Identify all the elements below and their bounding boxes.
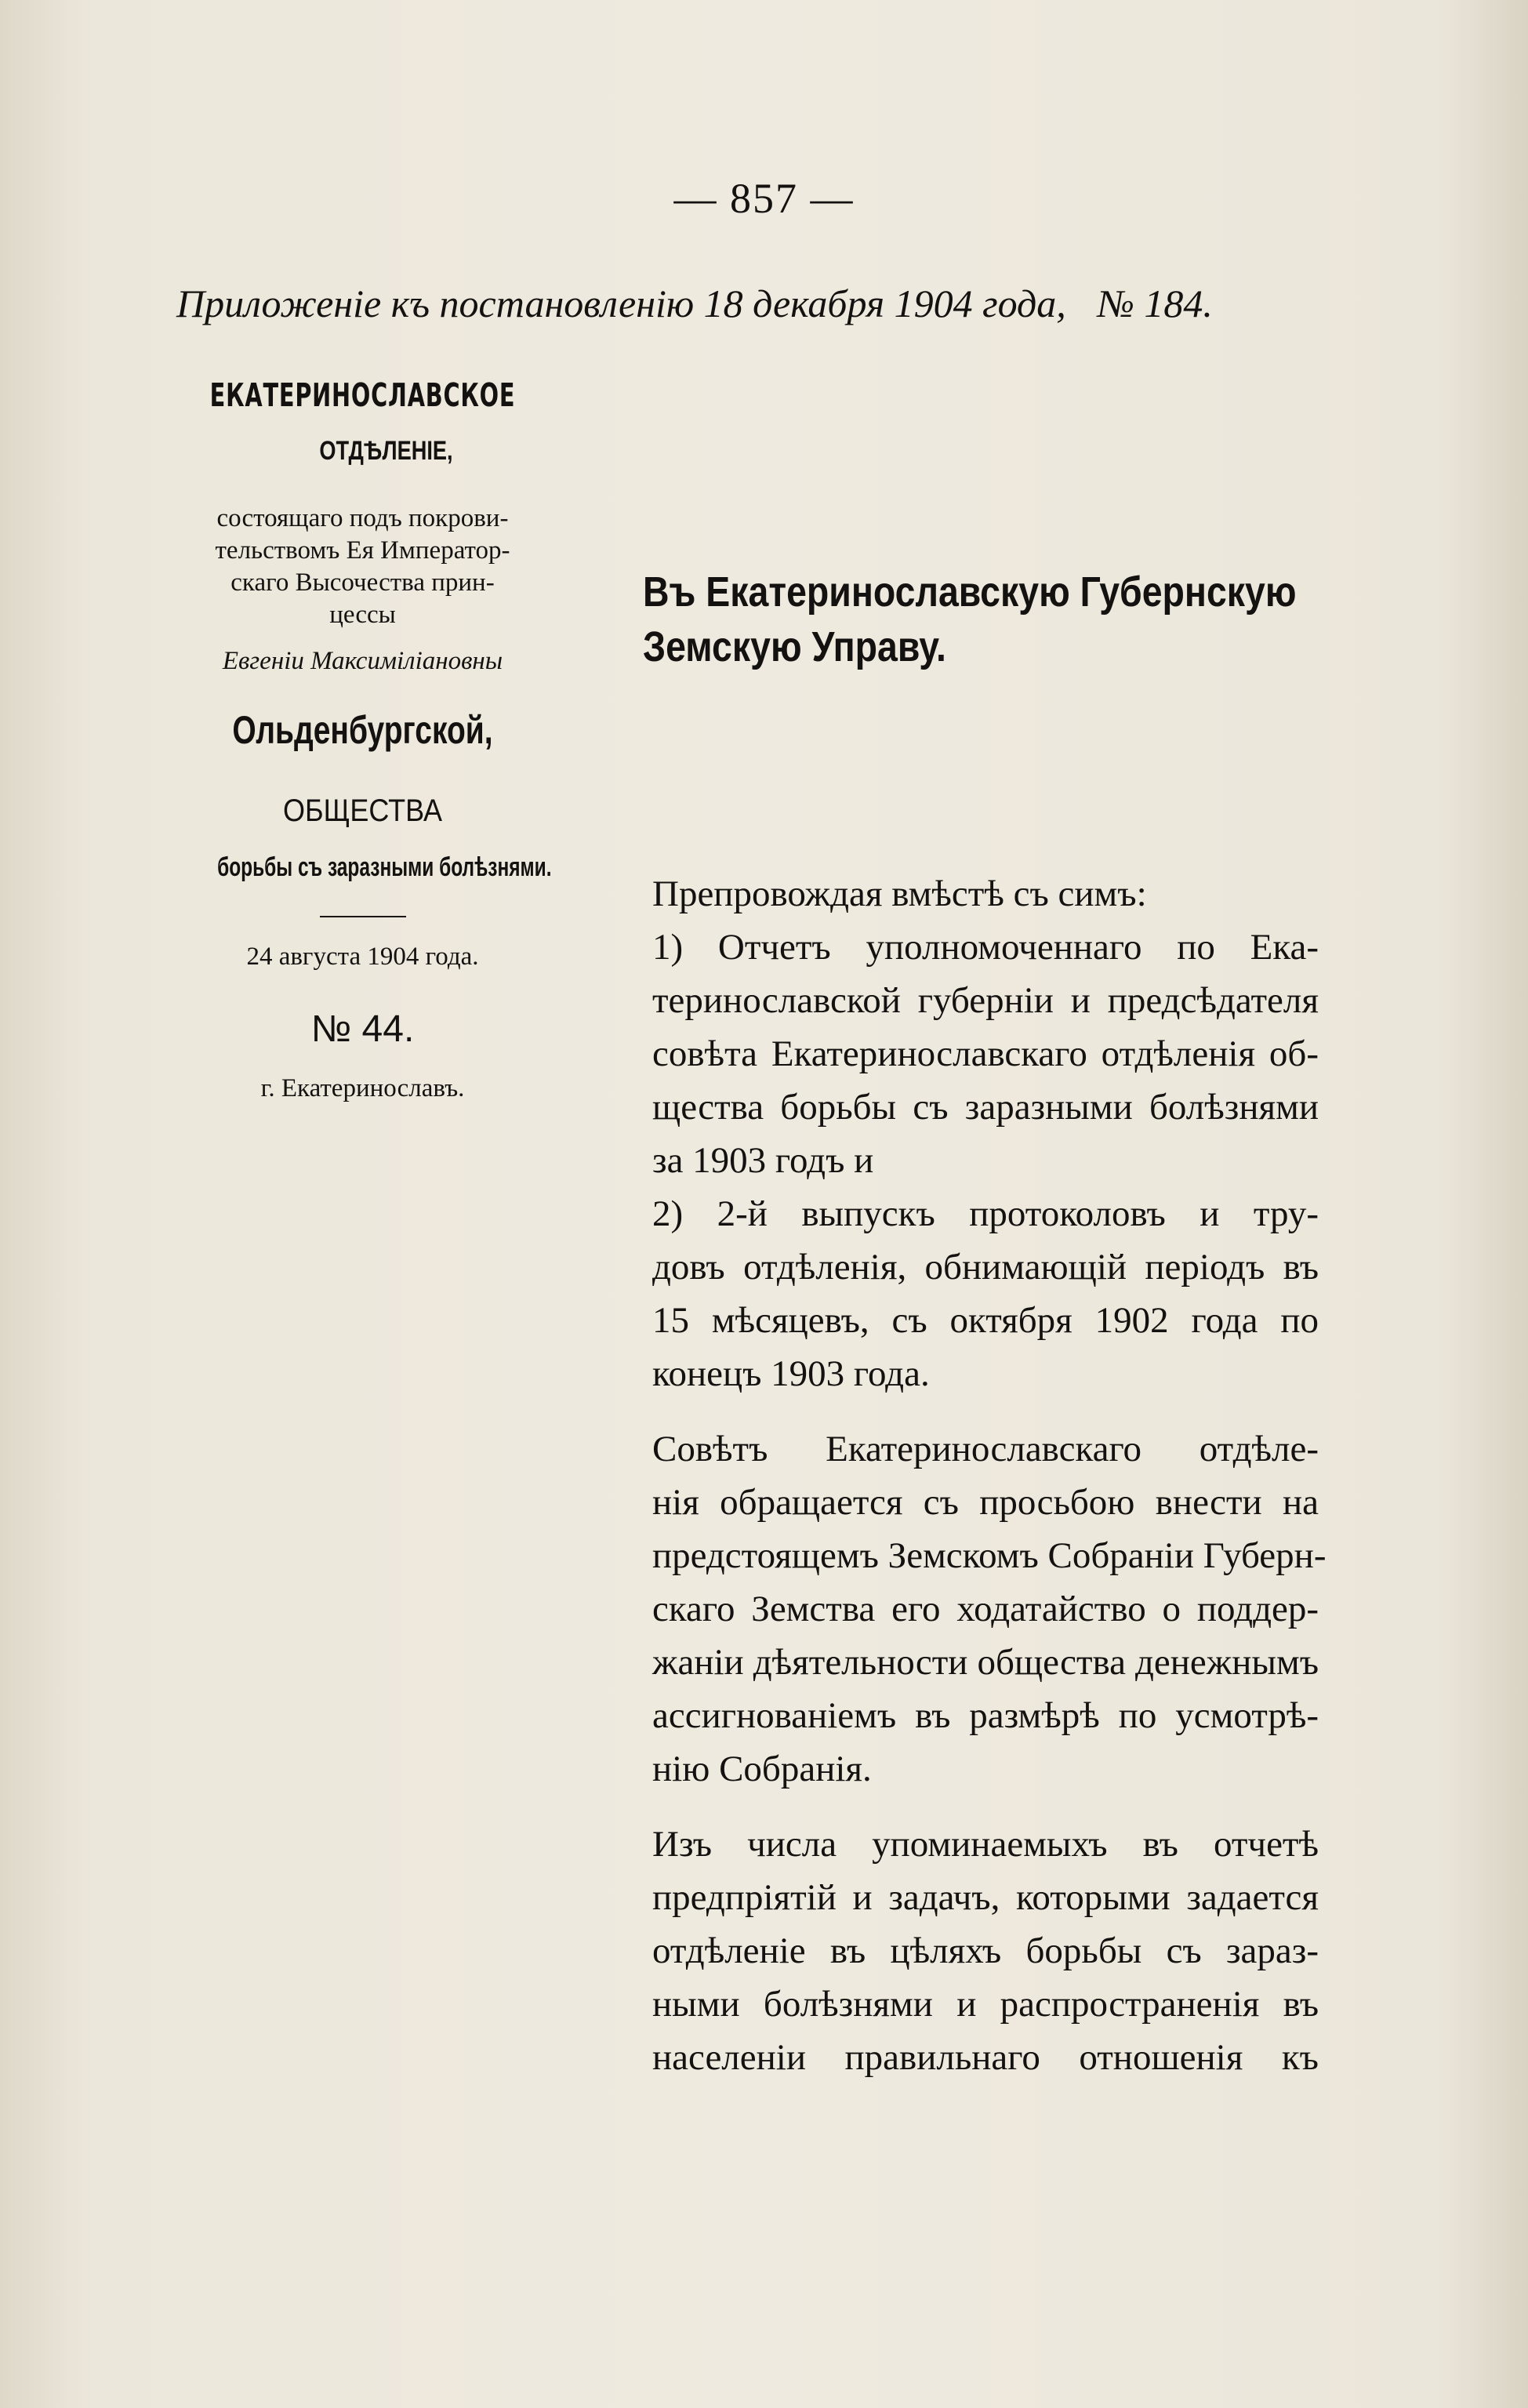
patron-surname: Ольденбургской, (232, 708, 493, 752)
body-line: теринославской губерніи и предсѣдателя (652, 980, 1319, 1021)
divider-rule (320, 916, 406, 917)
body-line: щества борьбы съ заразными болѣзнями (652, 1087, 1319, 1128)
appendix-text: Приложеніе къ постановленію 18 декабря 1904 года, (176, 281, 1066, 325)
body-line: Изъ числа упоминаемыхъ въ отчетѣ (652, 1824, 1319, 1865)
branch-name: ЕКАТЕРИНОСЛАВСКОЕ (209, 376, 516, 414)
paragraph-gap (652, 1796, 1319, 1818)
body-line: Совѣтъ Екатеринославскаго отдѣле- (652, 1429, 1319, 1469)
body-line: ными болѣзнями и распространенія въ (652, 1984, 1319, 2025)
letter-body (652, 867, 1327, 2084)
body-line: 15 мѣсяцевъ, съ октября 1902 года по (652, 1300, 1319, 1341)
appendix-number: № 184. (1097, 281, 1213, 325)
addressee-line-2: Земскую Управу. (643, 623, 946, 670)
body-line: 1) Отчетъ уполномоченнаго по Ека- (652, 927, 1319, 968)
body-line: населеніи правильнаго отношенія къ (652, 2037, 1319, 2078)
letter-city: г. Екатеринославъ. (260, 1074, 465, 1102)
appendix-header (176, 281, 1352, 326)
letter-date: 24 августа 1904 года. (246, 942, 479, 971)
body-line: отдѣленіе въ цѣляхъ борьбы съ зараз- (652, 1930, 1319, 1971)
body-line: Препровождая вмѣстѣ съ симъ: (652, 873, 1147, 914)
body-line: совѣта Екатеринославскаго отдѣленія об- (652, 1033, 1319, 1074)
body-line: за 1903 годъ и (652, 1140, 874, 1181)
patronage-text: состоящаго подъ покрови- тельствомъ Ея Император- скаго Высочества прин- цессы (215, 504, 510, 629)
body-line: 2) 2-й выпускъ протоколовъ и тру- (652, 1193, 1319, 1234)
body-line: нію Собранія. (652, 1749, 872, 1789)
society-label: ОБЩЕСТВА (282, 794, 443, 828)
branch-word: ОТДѢЛЕНІЕ, (319, 436, 453, 466)
body-line: жаніи дѣятельности общества денежнымъ (652, 1642, 1319, 1683)
addressee-block (643, 565, 1348, 674)
sender-block (161, 376, 564, 1103)
body-line: нія обращается съ просьбою внести на (652, 1482, 1319, 1523)
society-purpose: борьбы съ заразными болѣзнями. (217, 852, 552, 882)
patron-name: Евгеніи Максиміліановны (222, 647, 503, 675)
paragraph-gap (652, 1400, 1319, 1422)
body-line: предпріятій и задачъ, которыми задается (652, 1877, 1319, 1918)
body-line: довъ отдѣленія, обнимающій періодъ въ (652, 1247, 1319, 1288)
body-line: ассигнованіемъ въ размѣрѣ по усмотрѣ- (652, 1695, 1319, 1736)
page-number: — 857 — (673, 175, 855, 222)
addressee-line-1: Въ Екатеринославскую Губернскую (643, 568, 1297, 616)
body-line: конецъ 1903 года. (652, 1353, 930, 1394)
body-line: скаго Земства его ходатайство о поддер- (652, 1589, 1319, 1629)
letter-number: № 44. (310, 1008, 415, 1050)
body-line: предстоящемъ Земскомъ Собраніи Губерн- (652, 1535, 1327, 1576)
